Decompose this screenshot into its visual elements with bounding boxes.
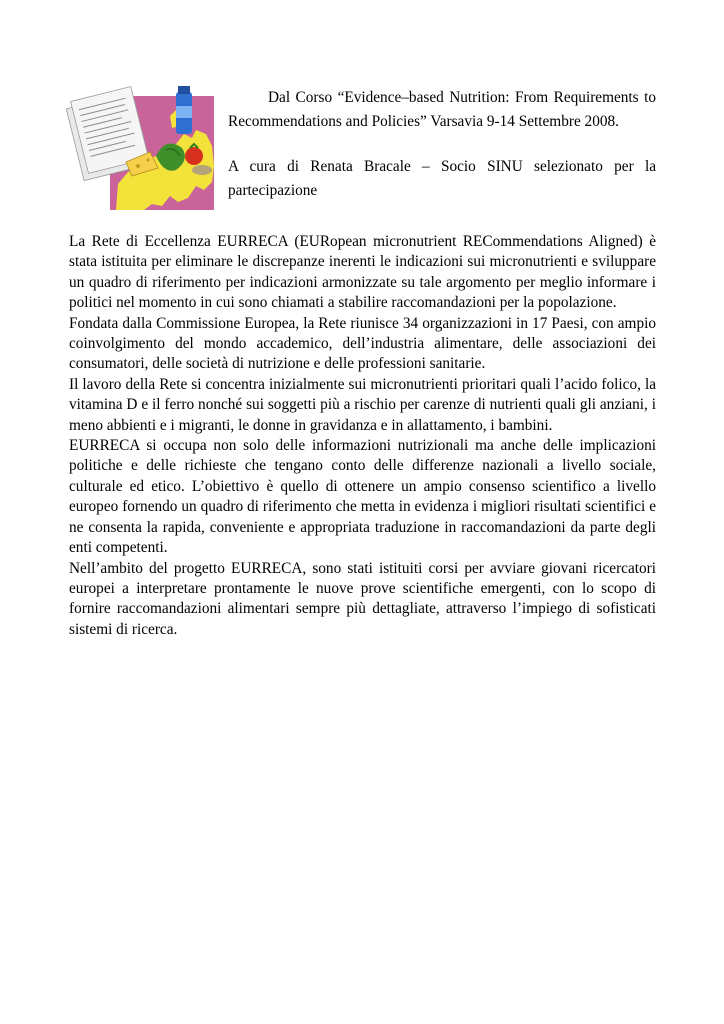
paragraph: Nell’ambito del progetto EURRECA, sono stati istituiti corsi per avviare giovani ricercatori europei a interpretare prontamente le nuove prove scientifiche emergenti, con lo scopo di fornire raccomandazioni alimentari sempre più dettagliate, attraverso l’impiego di sofisticati sistemi di ricerca. [69,559,656,638]
author-credit: A cura di Renata Bracale – Socio SINU selezionato per la partecipazione [228,158,656,199]
paragraph: La Rete di Eccellenza EURRECA (EURopean micronutrient RECommendations Aligned) è stata istituita per eliminare le discrepanze inerenti le indicazioni sui micronutrienti e sviluppare un quadro di riferimento per indicazioni armonizzate su tale argomento per meglio informare i politici nel momento in cui sono chiamati a stabilire raccomandazioni per la popolazione. [69,233,656,312]
header-block [228,86,656,202]
article-body [69,232,656,640]
paragraph: EURRECA si occupa non solo delle informazioni nutrizionali ma anche delle implicazioni politiche e delle richieste che tengano conto delle differenze nazionali a livello sociale, culturale ed etico. L’obiettivo è quello di ottenere un ampio consenso scientifico a livello europeo fornendo un quadro di riferimento che metta in evidenza i migliori risultati scientifici e ne consenta la rapida, conveniente e appropriata traduzione in raccomandazioni da parte degli enti competenti. [69,437,656,557]
paragraph: Il lavoro della Rete si concentra inizialmente sui micronutrienti prioritari quali l’acido folico, la vitamina D e il ferro nonché sui soggetti più a rischio per carenze di nutrienti quali gli anziani, i meno abbienti e i migranti, le donne in gravidanza e in allattamento, i bambini. [69,375,656,434]
course-reference: Dal Corso “Evidence–based Nutrition: From Requirements to Recommendations and Policies” Varsavia 9-14 Settembre 2008. [228,89,656,130]
nutrition-europe-map-clipart-icon [66,86,218,212]
paragraph: Fondata dalla Commissione Europea, la Rete riunisce 34 organizzazioni in 17 Paesi, con ampio coinvolgimento del mondo accademico, dell’industria alimentare, delle associazioni dei consumatori, delle società di nutrizione e delle professioni sanitarie. [69,314,656,373]
